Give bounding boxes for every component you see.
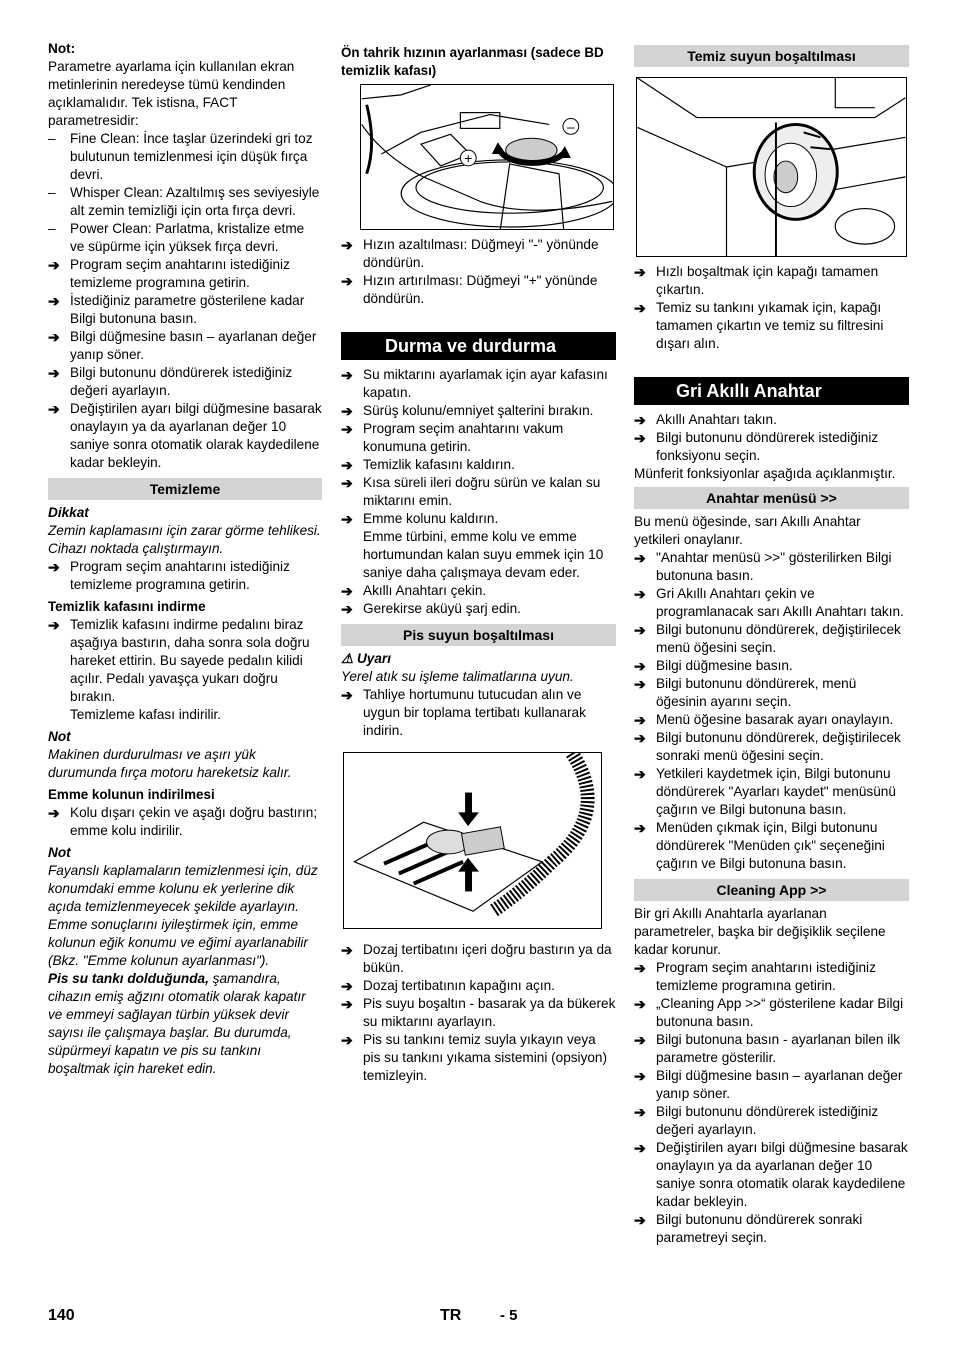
anahtar-text: Bu menü öğesinde, sarı Akıllı Anahtar yetkileri onaylanır.: [634, 514, 861, 547]
arrow-icon: ➔: [48, 257, 60, 273]
arrow-icon: ➔: [48, 329, 60, 345]
not-text: Emme sonuçlarını iyileştirmek için, emme kolunun eğik konumu ve eğimi ayarlanabilir (Bkz. "Emme kolunun ayarlanması").: [48, 917, 308, 968]
speed-knob-figure: [360, 84, 614, 230]
arrow-icon: ➔: [341, 237, 353, 253]
arrow-icon: ➔: [634, 430, 646, 446]
speed-knob-illustration: [361, 85, 613, 229]
clean-water-figure: [636, 77, 907, 257]
step: ➔ Akıllı Anahtarı takın.: [634, 412, 777, 428]
arrow-icon: ➔: [634, 1068, 646, 1084]
arrow-icon: ➔: [341, 942, 353, 958]
arrow-icon: ➔: [341, 601, 353, 617]
step: ➔ Bilgi butonunu döndürerek, değiştirilecek sonraki menü öğesini seçin.: [634, 730, 901, 763]
arrow-icon: ➔: [341, 273, 353, 289]
arrow-icon: ➔: [634, 622, 646, 638]
page-number: 140: [48, 1307, 75, 1324]
step: ➔ Su miktarını ayarlamak için ayar kafasını kapatın.: [341, 367, 608, 400]
step: ➔ Gri Akıllı Anahtarı çekin ve programlanacak sarı Akıllı Anahtarı takın.: [634, 586, 904, 619]
arrow-icon: ➔: [634, 730, 646, 746]
step: ➔ Akıllı Anahtarı çekin.: [341, 583, 487, 599]
column-2: [341, 40, 616, 1085]
dikkat-text: Zemin kaplamasını için zarar görme tehlikesi. Cihazı noktada çalıştırmayın.: [48, 523, 321, 556]
column-1: [48, 40, 322, 1078]
arrow-icon: ➔: [634, 820, 646, 836]
not-heading: Not: [48, 845, 71, 860]
subheading-emme-kolu: Emme kolunun indirilmesi: [48, 787, 215, 802]
step: ➔ Temiz su tankını yıkamak için, kapağı tamamen çıkartın ve temiz su filtresini dışarı alın.: [634, 300, 884, 351]
arrow-icon: ➔: [341, 583, 353, 599]
uyari-text: Yerel atık su işleme talimatlarına uyun.: [341, 669, 574, 684]
arrow-icon: ➔: [48, 559, 60, 575]
step: ➔ İstediğiniz parametre gösterilene kadar Bilgi butonuna basın.: [48, 293, 305, 326]
section-bar-durma: Durma ve durdurma: [341, 332, 616, 360]
subheading-temizlik-kafasi: Temizlik kafasını indirme: [48, 599, 206, 614]
arrow-icon: ➔: [634, 1212, 646, 1228]
arrow-icon: ➔: [341, 1032, 353, 1048]
step: ➔ Tahliye hortumunu tutucudan alın ve uygun bir toplama tertibatı kullanarak indirin.: [341, 687, 586, 738]
arrow-icon: ➔: [341, 996, 353, 1012]
step: ➔ „Cleaning App >>“ gösterilene kadar Bilgi butonuna basın.: [634, 996, 904, 1029]
step: ➔ Program seçim anahtarını istediğiniz temizleme programına getirin.: [634, 960, 876, 993]
step: ➔ "Anahtar menüsü >>" gösterilirken Bilgi butonuna basın.: [634, 550, 892, 583]
arrow-icon: ➔: [341, 403, 353, 419]
arrow-icon: ➔: [341, 978, 353, 994]
dash-item: – Power Clean: Parlatma, kristalize etme ve süpürme için yüksek fırça devri.: [48, 221, 305, 254]
step: ➔ Bilgi düğmesine basın – ayarlanan değer yanıp söner.: [634, 1068, 903, 1101]
step: ➔ Program seçim anahtarını vakum konumuna getirin.: [341, 421, 564, 454]
language-code: TR: [440, 1307, 462, 1324]
step: ➔ Bilgi butonuna basın - ayarlanan bilen ilk parametre gösterilir.: [634, 1032, 901, 1065]
step: ➔ Hızın artırılması: Düğmeyi "+" yönünde döndürün.: [341, 273, 598, 306]
arrow-icon: ➔: [634, 586, 646, 602]
note-text: Parametre ayarlama için kullanılan ekran metinlerinin neredeyse tümü kendinden açıklamalıdır. Tek istisna, FACT parametresidir:: [48, 59, 295, 128]
arrow-icon: ➔: [634, 412, 646, 428]
step: ➔ Bilgi düğmesine basın – ayarlanan değer yanıp söner.: [48, 329, 317, 362]
warning-triangle-icon: ⚠: [341, 651, 354, 666]
clean-water-illustration: [637, 78, 906, 256]
arrow-icon: ➔: [634, 1140, 646, 1156]
step: ➔ Hızın azaltılması: Düğmeyi "-" yönünde döndürün.: [341, 237, 599, 270]
step: ➔ Program seçim anahtarını istediğiniz temizleme programına getirin.: [48, 559, 290, 592]
step: ➔ Değiştirilen ayarı bilgi düğmesine basarak onaylayın ya da ayarlanan değer 10 saniye sonra otomatik olarak kaydedilene kadar bekleyin.: [48, 401, 322, 470]
arrow-icon: ➔: [634, 300, 646, 316]
section-bar-gri-akilli: Gri Akıllı Anahtar: [634, 377, 909, 405]
step: ➔ Hızlı boşaltmak için kapağı tamamen çıkartın.: [634, 264, 879, 297]
arrow-icon: ➔: [48, 365, 60, 381]
not-text: Makinen durdurulması ve aşırı yük durumunda fırça motoru hareketsiz kalır.: [48, 747, 292, 780]
step: ➔ Bilgi butonunu döndürerek, menü öğesinin ayarını seçin.: [634, 676, 857, 709]
step: ➔ Program seçim anahtarını istediğiniz temizleme programına getirin.: [48, 257, 290, 290]
step-result: Temizleme kafası indirilir.: [70, 707, 222, 722]
step: ➔ Dozaj tertibatını içeri doğru bastırın ya da bükün.: [341, 942, 612, 975]
app-text: Bir gri Akıllı Anahtarla ayarlanan parametreler, başka bir değişiklik seçilene kadar korunur.: [634, 906, 886, 957]
step-result: Emme türbini, emme kolu ve emme hortumundan kalan suyu emmek için 10 saniye daha çalışmaya devam eder.: [363, 529, 604, 580]
arrow-icon: ➔: [341, 687, 353, 703]
arrow-icon: ➔: [634, 960, 646, 976]
arrow-icon: ➔: [634, 550, 646, 566]
arrow-icon: ➔: [341, 421, 353, 437]
gri-text: Münferit fonksiyonlar aşağıda açıklanmıştır.: [634, 466, 896, 481]
section-bar-cleaning-app: Cleaning App >>: [634, 879, 909, 901]
dash-item: – Whisper Clean: Azaltılmış ses seviyesiyle alt zemin temizliği için orta fırça devri.: [48, 185, 320, 218]
section-bar-temizleme: Temizleme: [48, 478, 322, 500]
column-3: [634, 40, 909, 1247]
dikkat-heading: Dikkat: [48, 505, 89, 520]
dash-item: – Fine Clean: İnce taşlar üzerindeki gri toz bulutunun temizlenmesi için düşük fırça devri.: [48, 131, 313, 182]
subheading-on-tahrik: Ön tahrik hızının ayarlanması (sadece BD temizlik kafası): [341, 45, 604, 78]
step: ➔ Pis suyu boşaltın - basarak ya da bükerek su miktarını ayarlayın.: [341, 996, 616, 1029]
step: ➔ Temizlik kafasını indirme pedalını biraz aşağıya bastırın, daha sonra sola doğru hareket ettirin. Bu sayede pedalın kilidi açılır. Pedalı yavaşça yukarı doğru bırakın.: [48, 617, 310, 704]
arrow-icon: ➔: [48, 805, 60, 821]
step: ➔ Bilgi butonunu döndürerek, değiştirilecek menü öğesini seçin.: [634, 622, 901, 655]
arrow-icon: ➔: [634, 676, 646, 692]
arrow-icon: ➔: [48, 617, 60, 633]
arrow-icon: ➔: [634, 1104, 646, 1120]
step: ➔ Değiştirilen ayarı bilgi düğmesine basarak onaylayın ya da ayarlanan değer 10 saniye sonra otomatik olarak kaydedilene kadar bekleyin.: [634, 1140, 908, 1209]
section-bar-temiz-su: Temiz suyun boşaltılması: [634, 45, 909, 67]
step: ➔ Kısa süreli ileri doğru sürün ve kalan su miktarını emin.: [341, 475, 601, 508]
section-bar-pis-su: Pis suyun boşaltılması: [341, 624, 616, 646]
arrow-icon: ➔: [634, 1032, 646, 1048]
step: ➔ Bilgi butonunu döndürerek istediğiniz değeri ayarlayın.: [634, 1104, 879, 1137]
arrow-icon: ➔: [48, 293, 60, 309]
arrow-icon: ➔: [341, 367, 353, 383]
arrow-icon: ➔: [634, 712, 646, 728]
step: ➔ Emme kolunu kaldırın.: [341, 511, 499, 527]
step: ➔ Menü öğesine basarak ayarı onaylayın.: [634, 712, 894, 728]
step: ➔ Kolu dışarı çekin ve aşağı doğru bastırın; emme kolu indirilir.: [48, 805, 318, 838]
plus-label: +: [464, 150, 473, 166]
step: ➔ Temizlik kafasını kaldırın.: [341, 457, 515, 473]
step: ➔ Bilgi düğmesine basın.: [634, 658, 793, 674]
minus-label: –: [566, 119, 575, 135]
step: ➔ Bilgi butonunu döndürerek istediğiniz değeri ayarlayın.: [48, 365, 293, 398]
not-heading: Not: [48, 729, 71, 744]
not-text: Pis su tankı dolduğunda, şamandıra, cihazın emiş ağzını otomatik olarak kapatır ve emmeyi sağlayan türbin yüksek devir sayısı ile çalışmaya başlar. Bu durumda, süpürmeyi kapatın ve pis su tankını boşaltmak için hareket edin.: [48, 971, 306, 1076]
arrow-icon: ➔: [48, 401, 60, 417]
note-heading: Not:: [48, 41, 76, 56]
arrow-icon: ➔: [634, 264, 646, 280]
step: ➔ Menüden çıkmak için, Bilgi butonunu döndürerek "Menüden çık" seçeneğini çağırın ve Bilgi butonuna basın.: [634, 820, 885, 871]
step: ➔ Dozaj tertibatının kapağını açın.: [341, 978, 555, 994]
step: ➔ Yetkileri kaydetmek için, Bilgi butonunu döndürerek "Ayarları kaydet" menüsünü çağırın ve Bilgi butonuna basın.: [634, 766, 896, 817]
drain-hose-figure: [343, 752, 602, 929]
uyari-heading: ⚠ Uyarı: [341, 651, 391, 666]
step: ➔ Pis su tankını temiz suyla yıkayın veya pis su tankını yıkama sistemini (opsiyon) temizleyin.: [341, 1032, 608, 1083]
section-number: - 5: [500, 1307, 518, 1324]
arrow-icon: ➔: [341, 457, 353, 473]
drain-hose-illustration: [344, 753, 601, 928]
arrow-icon: ➔: [634, 766, 646, 782]
step: ➔ Sürüş kolunu/emniyet şalterini bırakın.: [341, 403, 594, 419]
arrow-icon: ➔: [634, 658, 646, 674]
not-text: Fayanslı kaplamaların temizlenmesi için, düz konumdaki emme kolunu ek yerlerine dik açıda temizlenmeyecek şekilde ayarlayın.: [48, 863, 318, 914]
step: ➔ Gerekirse aküyü şarj edin.: [341, 601, 521, 617]
arrow-icon: ➔: [634, 996, 646, 1012]
step: ➔ Bilgi butonunu döndürerek istediğiniz fonksiyonu seçin.: [634, 430, 879, 463]
arrow-icon: ➔: [341, 475, 353, 491]
step: ➔ Bilgi butonunu döndürerek sonraki parametreyi seçin.: [634, 1212, 863, 1245]
section-bar-anahtar-menusu: Anahtar menüsü >>: [634, 487, 909, 509]
arrow-icon: ➔: [341, 511, 353, 527]
